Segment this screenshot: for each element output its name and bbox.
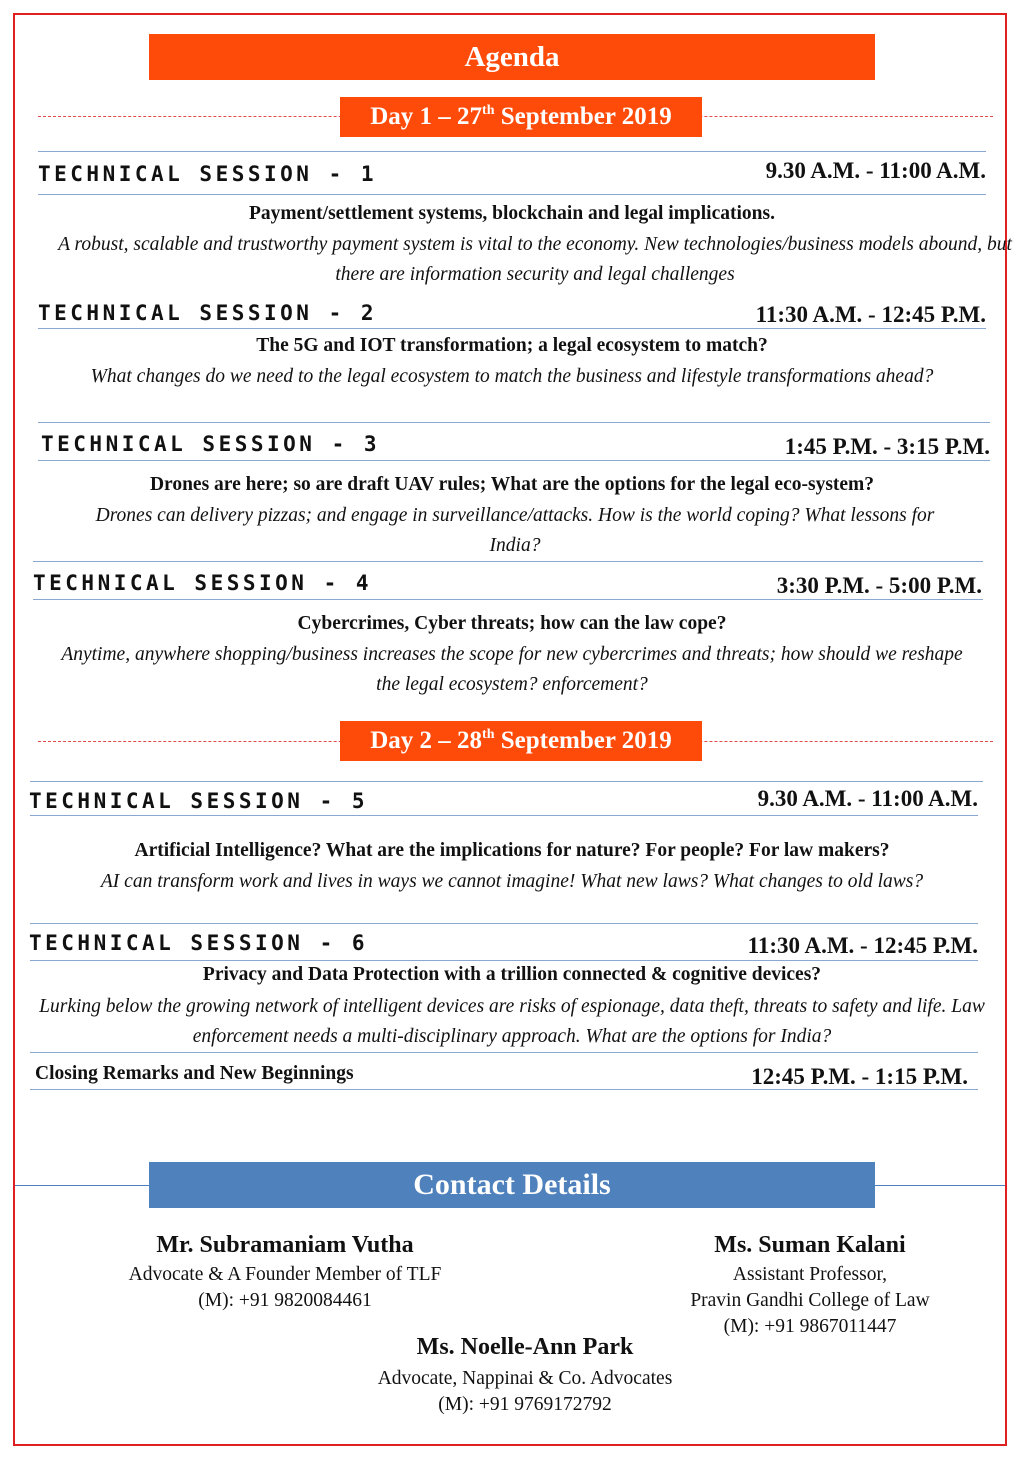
divider	[38, 460, 990, 461]
session-5-title: TECHNICAL SESSION - 5	[29, 789, 369, 813]
session-3-description: Drones can delivery pizzas; and engage in surveillance/attacks. How is the world coping? What lessons for India?	[95, 505, 935, 556]
contact-phone: (M): +91 9769172792	[438, 1394, 612, 1415]
divider	[33, 561, 983, 562]
contact-phone: (M): +91 9820084461	[198, 1290, 372, 1311]
session-5-time: 9.30 A.M. - 11:00 A.M.	[757, 786, 978, 811]
divider	[30, 1089, 978, 1090]
divider	[30, 1052, 978, 1053]
session-2-time: 11:30 A.M. - 12:45 P.M.	[755, 302, 986, 327]
divider	[30, 923, 978, 924]
session-4-description: Anytime, anywhere shopping/business increases the scope for new cybercrimes and threats; how should we reshape the legal ecosystem? enforcement?	[61, 644, 963, 695]
contact-phone: (M): +91 9867011447	[723, 1316, 897, 1337]
session-2-description: What changes do we need to the legal ecosystem to match the business and lifestyle transformations ahead?	[90, 366, 934, 387]
session-3-time: 1:45 P.M. - 3:15 P.M.	[784, 434, 990, 459]
contact-role: Assistant Professor,	[732, 1264, 888, 1285]
session-6-time: 11:30 A.M. - 12:45 P.M.	[747, 933, 978, 958]
day2-label: Day 2 – 28th September 2019	[340, 721, 702, 761]
contact-name: Mr. Subramaniam Vutha	[156, 1232, 414, 1258]
closing-time: 12:45 P.M. - 1:15 P.M.	[751, 1064, 968, 1089]
day1-label: Day 1 – 27th September 2019	[340, 97, 702, 137]
divider	[38, 194, 986, 195]
contact-role: Advocate, Nappinai & Co. Advocates	[377, 1368, 673, 1389]
session-2-topic: The 5G and IOT transformation; a legal ecosystem to match?	[256, 335, 768, 356]
session-6-description: Lurking below the growing network of intelligent devices are risks of espionage, data theft, threats to safety and life. Law enforcement needs a multi-disciplinary approach. What are the options for India?	[39, 996, 985, 1047]
contact-name: Ms. Noelle-Ann Park	[416, 1334, 634, 1360]
session-6-topic: Privacy and Data Protection with a trillion connected & cognitive devices?	[202, 964, 822, 985]
contact-banner: Contact Details	[149, 1162, 875, 1208]
session-3-title: TECHNICAL SESSION - 3	[41, 432, 381, 456]
divider	[38, 151, 986, 152]
divider	[38, 328, 986, 329]
contact-organization: Pravin Gandhi College of Law	[690, 1290, 930, 1311]
session-5-description: AI can transform work and lives in ways we cannot imagine! What new laws? What changes to old laws?	[100, 871, 924, 892]
closing-remarks: Closing Remarks and New Beginnings	[35, 1063, 354, 1084]
divider	[30, 815, 978, 816]
contact-role: Advocate & A Founder Member of TLF	[128, 1264, 442, 1285]
divider	[33, 599, 983, 600]
session-5-topic: Artificial Intelligence? What are the implications for nature? For people? For law makers?	[134, 840, 890, 861]
agenda-banner: Agenda	[149, 34, 875, 80]
session-6-title: TECHNICAL SESSION - 6	[29, 931, 369, 955]
session-3-topic: Drones are here; so are draft UAV rules; What are the options for the legal eco-system?	[149, 474, 875, 495]
session-4-title: TECHNICAL SESSION - 4	[33, 571, 373, 595]
divider	[30, 781, 983, 782]
session-4-topic: Cybercrimes, Cyber threats; how can the law cope?	[297, 613, 727, 634]
divider	[30, 960, 978, 961]
session-1-topic: Payment/settlement systems, blockchain and legal implications.	[249, 203, 775, 224]
session-1-title: TECHNICAL SESSION - 1	[38, 162, 378, 186]
divider	[38, 422, 990, 423]
contact-name: Ms. Suman Kalani	[714, 1232, 906, 1258]
session-1-time: 9.30 A.M. - 11:00 A.M.	[765, 158, 986, 183]
session-2-title: TECHNICAL SESSION - 2	[38, 301, 378, 325]
session-1-description: A robust, scalable and trustworthy payment system is vital to the economy. New technologies/business models abound, but there are information security and legal challenges	[58, 234, 1012, 285]
session-4-time: 3:30 P.M. - 5:00 P.M.	[776, 573, 982, 598]
